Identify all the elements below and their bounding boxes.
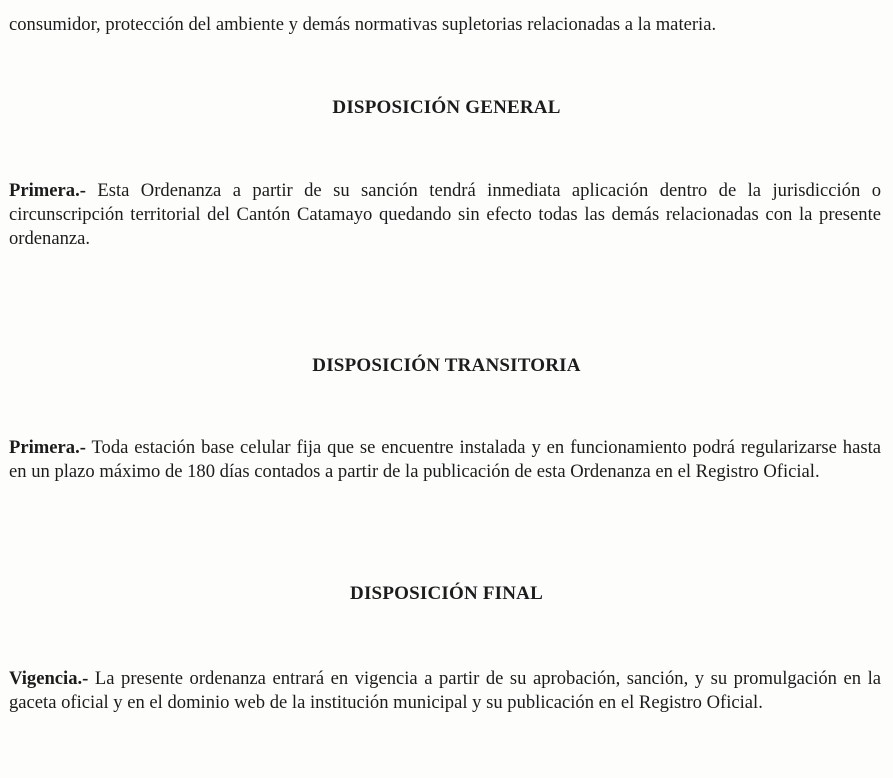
- heading-disposicion-transitoria: DISPOSICIÓN TRANSITORIA: [312, 355, 581, 376]
- heading-disposicion-final: DISPOSICIÓN FINAL: [350, 583, 543, 604]
- paragraph-lead: Primera.-: [9, 180, 86, 201]
- final-paragraph: [9, 667, 881, 715]
- transitoria-paragraph: [9, 436, 881, 484]
- paragraph-body: La presente ordenanza entrará en vigencia a partir de su aprobación, sanción, y su promulgación en la gaceta oficial y en el dominio web de la institución municipal y su publicación en el Registro Oficial.: [9, 668, 881, 713]
- heading-disposicion-general: DISPOSICIÓN GENERAL: [332, 97, 561, 118]
- paragraph-body: Esta Ordenanza a partir de su sanción tendrá inmediata aplicación dentro de la jurisdicción o circunscripción territorial del Cantón Catamayo quedando sin efecto todas las demás relacionadas con la presente ordenanza.: [9, 180, 881, 249]
- general-paragraph: [9, 179, 881, 251]
- paragraph-lead: Primera.-: [9, 437, 86, 458]
- paragraph-lead: Vigencia.-: [9, 668, 89, 689]
- intro-paragraph: consumidor, protección del ambiente y demás normativas supletorias relacionadas a la materia.: [9, 14, 717, 35]
- paragraph-body: Toda estación base celular fija que se encuentre instalada y en funcionamiento podrá regularizarse hasta en un plazo máximo de 180 días contados a partir de la publicación de esta Ordenanza en el Registro Oficial.: [9, 437, 881, 482]
